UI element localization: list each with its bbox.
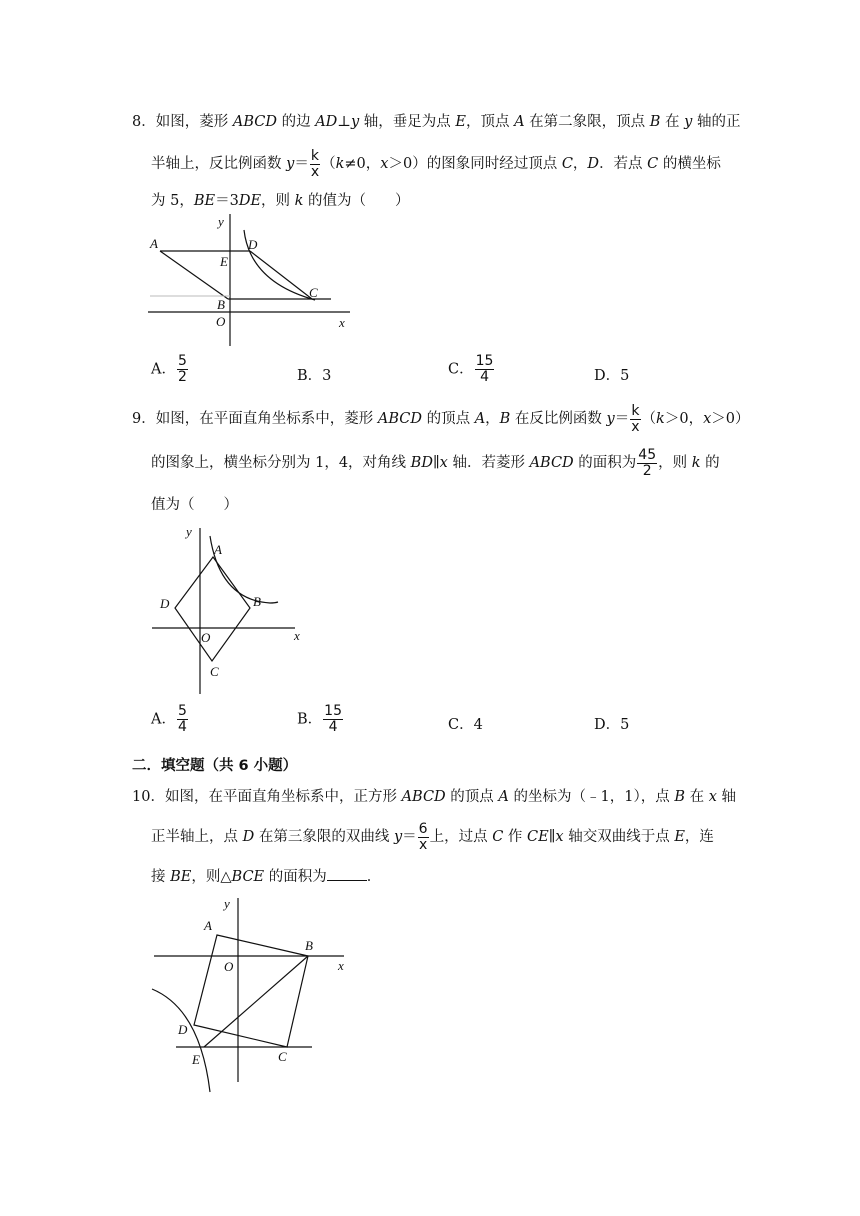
q10-var: A	[498, 789, 509, 805]
frac-denominator: 2	[642, 462, 652, 479]
q10-var: y	[393, 829, 403, 845]
label-y: y	[186, 524, 192, 539]
option-fraction	[475, 354, 495, 385]
q8-var: DE	[238, 193, 262, 209]
q8-text: 在	[660, 114, 685, 130]
hyperbola-curve	[152, 989, 210, 1092]
square-ABCD	[194, 935, 308, 1047]
frac-denominator: 4	[177, 719, 187, 735]
q9-text: ＝	[614, 411, 630, 427]
q9-text: 的面积为	[573, 455, 637, 471]
q9-text: 轴．若菱形	[447, 455, 530, 471]
q10-figure	[150, 894, 360, 1094]
q9-option-d[interactable]: D．5	[594, 717, 630, 733]
frac-denominator: x	[631, 418, 640, 435]
q8-option-d[interactable]: D．5	[594, 368, 630, 384]
q10-var: x	[555, 829, 564, 845]
option-fraction	[177, 704, 188, 735]
label-E: E	[220, 254, 228, 269]
q9-text: ＞0，	[664, 411, 704, 427]
label-x: x	[339, 315, 345, 330]
q8-text: ＞0）的图象同时经过顶点	[388, 156, 562, 172]
q8-text: 的横坐标	[658, 156, 721, 172]
q9-option-c[interactable]: C．4	[448, 717, 483, 733]
q10-fraction	[418, 822, 429, 853]
q10-text: 在第三象限的双曲线	[254, 829, 394, 845]
q8-var: A	[514, 114, 525, 130]
q8-text: ⊥	[337, 114, 351, 130]
label-B: B	[253, 594, 261, 609]
q9-option-b[interactable]	[297, 704, 344, 735]
q10-text: 上，过点	[429, 829, 493, 845]
q10-var: BE	[170, 869, 192, 885]
line-AB	[160, 251, 228, 299]
q9-var: k	[691, 455, 701, 471]
q8-var: x	[380, 156, 389, 172]
label-O: O	[216, 314, 226, 329]
option-label: A．	[151, 361, 176, 378]
q10-text: 的坐标为（﹣1，1），点	[508, 789, 675, 805]
label-y: y	[218, 214, 224, 229]
label-B: B	[217, 297, 225, 312]
frac-numerator: k	[631, 402, 640, 419]
label-x: x	[294, 628, 300, 643]
label-D: D	[160, 596, 170, 611]
option-fraction	[177, 354, 188, 385]
q9-var: ABCD	[377, 411, 422, 427]
frac-denominator: x	[310, 163, 320, 180]
frac-denominator: x	[418, 836, 428, 853]
frac-numerator: 6	[418, 820, 428, 837]
q8-line-1	[132, 112, 740, 132]
q10-line-2	[151, 818, 714, 856]
q10-line-1	[132, 787, 736, 807]
q9-text: ＞0）	[711, 411, 750, 427]
q8-var: D	[587, 156, 600, 172]
q9-line-3: 值为（ ）	[151, 497, 238, 513]
frac-numerator: 15	[475, 353, 494, 369]
q9-option-a[interactable]	[151, 704, 189, 735]
rhombus-ABCD	[175, 557, 250, 661]
q10-var: BCE	[231, 869, 265, 885]
q9-text: 在反比例函数	[510, 411, 607, 427]
q9-var: BD	[410, 455, 433, 471]
label-A: A	[204, 918, 212, 933]
q8-text: 轴的正	[692, 114, 741, 130]
q9-area-fraction	[637, 448, 657, 479]
q8-text: 8．如图，菱形	[132, 114, 233, 130]
q8-line-3	[151, 191, 410, 211]
q8-text: ，顶点	[465, 114, 515, 130]
q8-line-2	[151, 145, 721, 183]
section-heading: 二．填空题（共 6 小题）	[132, 758, 298, 774]
q9-var: ABCD	[529, 455, 574, 471]
label-C: C	[309, 285, 318, 300]
q9-text: ，则	[658, 455, 692, 471]
q8-var: B	[649, 114, 661, 130]
q10-var: E	[674, 829, 685, 845]
q9-var: A	[474, 411, 486, 427]
q8-var: E	[455, 114, 466, 130]
q8-option-c[interactable]	[448, 354, 495, 385]
label-D: D	[248, 237, 258, 252]
q9-var: x	[439, 455, 448, 471]
label-E: E	[192, 1052, 200, 1067]
q8-var: k	[294, 193, 304, 209]
q10-var: B	[674, 789, 685, 805]
q10-text: ．	[366, 869, 382, 885]
q9-text: 9．如图，在平面直角坐标系中，菱形	[132, 411, 378, 427]
label-O: O	[224, 959, 234, 974]
q8-text: ，则	[261, 193, 295, 209]
q10-text: 的顶点	[445, 789, 499, 805]
frac-numerator: 5	[177, 353, 187, 369]
q9-text: 的图象上，横坐标分别为 1，4，对角线	[151, 455, 411, 471]
q8-option-a[interactable]	[151, 354, 189, 385]
q8-text: 轴，垂足为点	[359, 114, 456, 130]
q8-var: AD	[315, 114, 338, 130]
q10-text: ，连	[684, 829, 714, 845]
q10-var: ABCD	[401, 789, 446, 805]
q10-text: 接	[151, 869, 171, 885]
q10-text: 轴	[716, 789, 736, 805]
q8-option-b[interactable]: B．3	[297, 368, 332, 384]
q9-var: x	[703, 411, 712, 427]
q10-line-3	[151, 866, 381, 887]
q8-text: 半轴上，反比例函数	[151, 156, 287, 172]
q10-var: CE	[527, 829, 549, 845]
label-O: O	[201, 630, 211, 645]
q8-var: y	[350, 114, 360, 130]
q8-var: BE	[193, 193, 216, 209]
q9-var: k	[656, 411, 665, 427]
q8-text: ，	[572, 156, 588, 172]
q8-fraction	[310, 149, 320, 180]
q8-var: y	[684, 114, 693, 130]
q9-var: B	[499, 411, 511, 427]
label-C: C	[210, 664, 219, 679]
frac-numerator: 5	[177, 703, 187, 719]
q10-var: D	[242, 829, 255, 845]
q9-text: ，	[485, 411, 500, 427]
label-y: y	[224, 896, 230, 911]
answer-blank[interactable]	[327, 866, 367, 881]
q9-figure	[150, 520, 320, 695]
q8-text: 的值为（ ）	[303, 193, 410, 209]
q8-text: ＝3	[215, 193, 239, 209]
option-label: B．	[297, 711, 323, 728]
q10-text: ∥	[548, 829, 556, 845]
q8-var: C	[561, 156, 573, 172]
q8-text: 的边	[276, 114, 316, 130]
q9-text: ∥	[432, 455, 440, 471]
frac-numerator: k	[310, 147, 320, 164]
label-C: C	[278, 1049, 287, 1064]
q10-text: 的面积为	[264, 869, 327, 885]
q8-text: 为 5，	[151, 193, 194, 209]
label-A: A	[150, 236, 158, 251]
q10-text: ＝	[402, 829, 417, 845]
q8-text: ．若点	[599, 156, 648, 172]
frac-denominator: 4	[480, 369, 489, 385]
label-B: B	[305, 938, 313, 953]
q10-text: 轴交双曲线于点	[563, 829, 675, 845]
q8-var: ABCD	[232, 114, 277, 130]
label-D: D	[178, 1022, 188, 1037]
q9-fraction	[630, 404, 640, 435]
q10-var: C	[492, 829, 504, 845]
q9-line-1	[132, 400, 750, 438]
q8-var: y	[286, 156, 295, 172]
frac-denominator: 4	[328, 719, 338, 735]
label-x: x	[338, 958, 344, 973]
q8-figure	[140, 212, 360, 352]
q8-text: ≠0，	[344, 156, 381, 172]
q10-text: 作	[503, 829, 528, 845]
q9-text: 的顶点	[421, 411, 475, 427]
q9-var: y	[606, 411, 615, 427]
label-A: A	[214, 542, 222, 557]
q10-text: 正半轴上，点	[151, 829, 243, 845]
option-fraction	[323, 704, 343, 735]
q10-text: 10．如图，在平面直角坐标系中，正方形	[132, 789, 402, 805]
frac-numerator: 45	[638, 446, 657, 463]
q9-line-2	[151, 444, 720, 482]
q9-text: （	[641, 411, 657, 427]
frac-numerator: 15	[324, 703, 342, 719]
q8-text: （	[321, 156, 336, 172]
line-DC	[250, 251, 312, 299]
q8-var: k	[335, 156, 345, 172]
q10-text: 在	[684, 789, 709, 805]
option-label: C．	[448, 361, 474, 378]
q8-var: C	[647, 156, 659, 172]
q10-var: x	[708, 789, 717, 805]
line-BE	[204, 956, 308, 1047]
frac-denominator: 2	[177, 369, 187, 385]
q8-text: ＝	[294, 156, 309, 172]
q8-text: 在第二象限，顶点	[524, 114, 650, 130]
option-label: A．	[151, 711, 176, 728]
q9-text: 的	[700, 455, 720, 471]
q10-text: ，则△	[191, 869, 232, 885]
